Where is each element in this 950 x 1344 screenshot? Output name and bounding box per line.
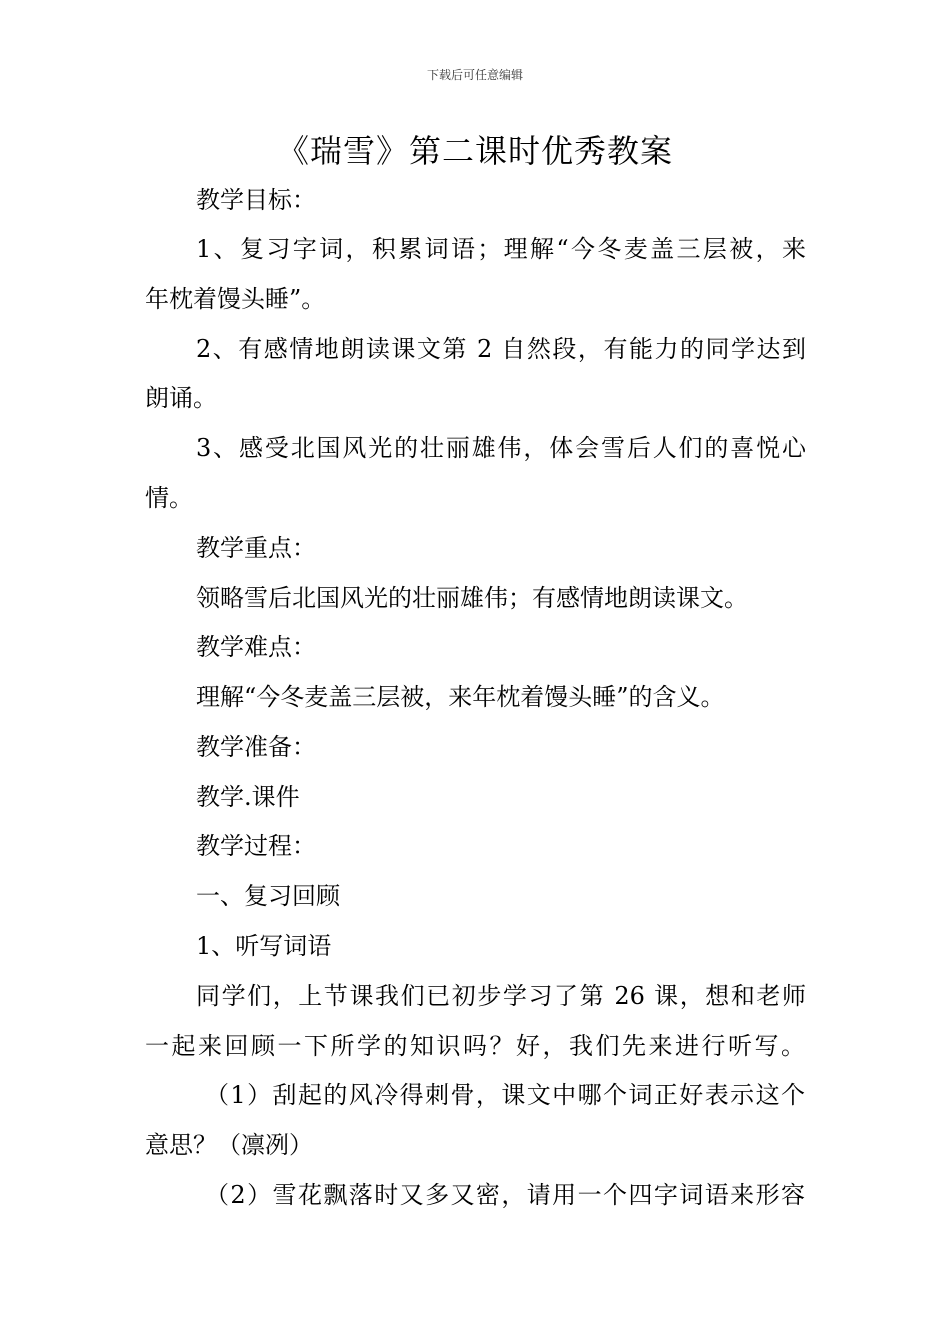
subsection-heading: 1、听写词语 xyxy=(196,932,332,960)
paragraph-line: 教学.课件 xyxy=(196,783,300,811)
paragraph-line: 一起来回顾一下所学的知识吗？好，我们先来进行听写。 xyxy=(145,1032,805,1060)
paragraph-line: 领略雪后北国风光的壮丽雄伟；有感情地朗读课文。 xyxy=(196,584,748,612)
paragraph-line: 年枕着馒头睡”。 xyxy=(145,285,326,313)
paragraph-line: 2、有感情地朗读课文第 2 自然段，有能力的同学达到 xyxy=(196,335,806,363)
header-note: 下载后可任意编辑 xyxy=(426,68,523,82)
subsection-heading: 一、复习回顾 xyxy=(196,882,340,910)
page-title: 《瑞雪》第二课时优秀教案 xyxy=(276,132,673,170)
paragraph-line: （1）刮起的风冷得刺骨，课文中哪个词正好表示这个 xyxy=(205,1081,805,1109)
section-heading-objectives: 教学目标： xyxy=(196,186,316,214)
section-heading-key-points: 教学重点： xyxy=(196,534,316,562)
paragraph-line: 3、感受北国风光的壮丽雄伟，体会雪后人们的喜悦心 xyxy=(196,434,806,462)
paragraph-line: 理解“今冬麦盖三层被，来年枕着馒头睡”的含义。 xyxy=(196,683,725,711)
paragraph-line: 1、复习字词，积累词语；理解“今冬麦盖三层被，来 xyxy=(196,235,806,263)
paragraph-line: 朗诵。 xyxy=(145,384,217,412)
paragraph-line: 情。 xyxy=(145,484,193,512)
section-heading-process: 教学过程： xyxy=(196,832,316,860)
paragraph-line: 意思？（凛冽） xyxy=(145,1131,313,1159)
paragraph-line: （2）雪花飘落时又多又密，请用一个四字词语来形容 xyxy=(205,1181,805,1209)
section-heading-preparation: 教学准备： xyxy=(196,733,316,761)
paragraph-line: 同学们，上节课我们已初步学习了第 26 课，想和老师 xyxy=(196,982,806,1010)
section-heading-difficulties: 教学难点： xyxy=(196,633,316,661)
